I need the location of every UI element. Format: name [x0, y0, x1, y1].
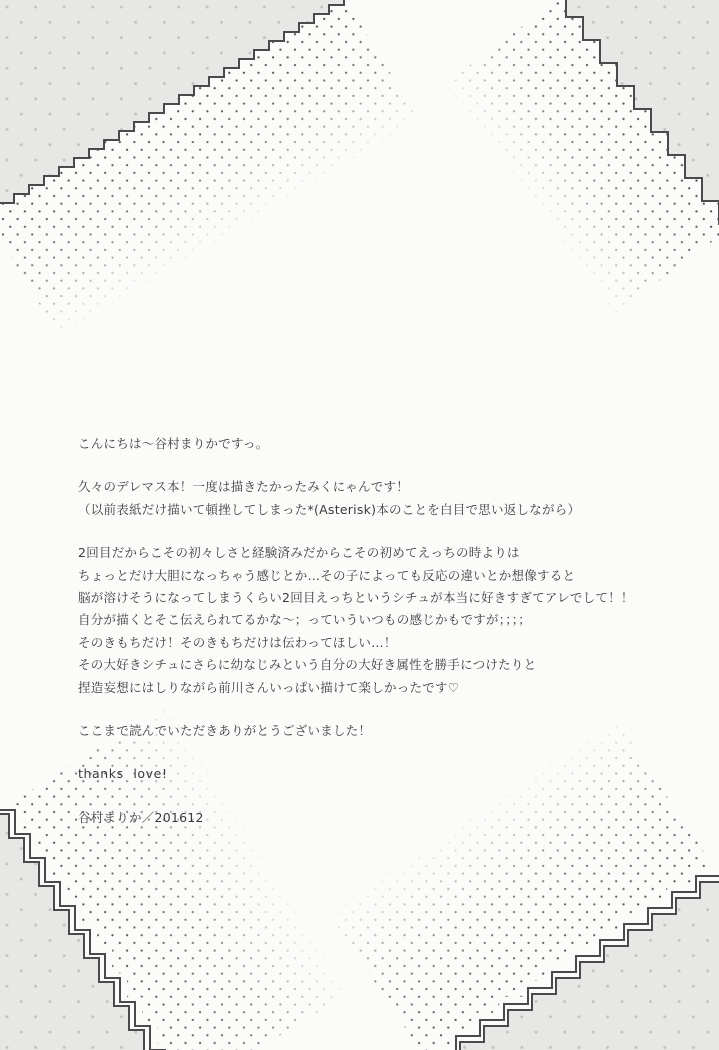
- afterword-greeting: [78, 433, 678, 455]
- text-line: ちょっとだけ大胆になっちゃう感じとか…その子によっても反応の違いとか想像すると: [78, 567, 576, 583]
- text-line: ここまで読んでいただきありがとうございました！: [78, 723, 372, 739]
- thanks-line: [78, 763, 678, 785]
- afterword-intro: [78, 476, 678, 521]
- text-line: 自分が描くとそこ伝えられてるかな～；っていういつもの感じかもですが；；；；: [78, 612, 532, 628]
- text-line: その大好きシチュにさらに幼なじみという自分の大好き属性を勝手につけたりと: [78, 657, 537, 673]
- text-line: （以前表紙だけ描いて頓挫してしまった*(Asterisk)本のことを白目で思い返しながら）: [78, 501, 581, 517]
- afterword-body: [78, 542, 678, 699]
- text-line: 久々のデレマス本！一度は描きたかったみくにゃんです！: [78, 479, 410, 495]
- afterword-text: [78, 433, 678, 829]
- text-line: 2回目だからこその初々しさと経験済みだからこその初めてえっちの時よりは: [78, 545, 520, 561]
- text-line: 谷村まりか／201612: [78, 809, 204, 825]
- signature-line: [78, 807, 678, 829]
- text-line: thanks love!: [78, 766, 168, 782]
- text-line: こんにちは～谷村まりかですっ。: [78, 436, 269, 451]
- text-line: 脳が溶けそうになってしまうくらい2回目えっちというシチュが本当に好きすぎてアレでして！！: [78, 590, 634, 606]
- text-line: 捏造妄想にはしりながら前川さんいっぱい描けて楽しかったです♡: [78, 679, 460, 695]
- text-line: そのきもちだけ！そのきもちだけは伝わってほしい…！: [78, 634, 397, 650]
- afterword-closing: [78, 720, 678, 742]
